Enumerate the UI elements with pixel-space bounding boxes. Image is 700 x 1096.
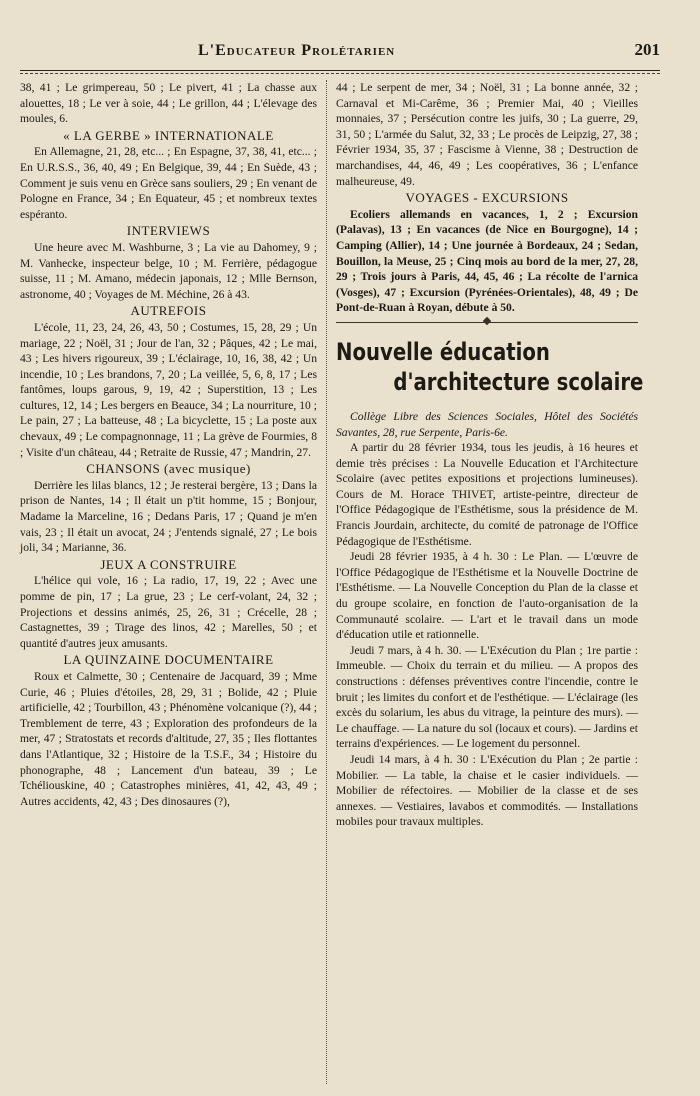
article-paragraph-session1: Jeudi 28 février 1935, à 4 h. 30 : Le Plan. — L'œuvre de l'Office Pédagogique de l'Esthétisme et la Nouvelle Doctrine de l'Esthétisme. — La Nouvelle Conception du Plan de la classe et du groupe scolaire, en fonction de l'auto-organisation de la Communauté scolaire. — L'art et le travail dans un mode d'éducation utile et rationnelle.: [336, 550, 638, 642]
section-text-autrefois: L'école, 11, 23, 24, 26, 43, 50 ; Costumes, 15, 28, 29 ; Un mariage, 22 ; Noël, 31 ; Jour de l'an, 32 ; Pâques, 42 ; Le mai, 43 ; Les hivers rigoureux, 39 ; L'éclairage, 10, 16, 38, 42 ; Un incendie, 10 ; Les brandons, 7, 20 ; La veillée, 5, 6, 8, 17 ; Les fantômes, loups garous, 9, 19, 42 ; Superstition, 13 ; Les cultures, 12, 14 ; Les bergers en Beauce, 34 ; La nourriture, 10 ; Le pain, 27 ; La batteuse, 48 ; La bicyclette, 15 ; La poste aux chevaux, 49 ; Le compagnonnage, 11 ; La grève de Fourmies, 8 ; Visite d'un château, 44 ; Retraite de Russie, 47 ; Mandrin, 27.: [20, 320, 317, 459]
section-separator: [336, 322, 638, 323]
article-paragraph-venue: Collège Libre des Sciences Sociales, Hôtel des Sociétés Savantes, 28, rue Serpente, Paris-6e.: [336, 409, 638, 439]
section-text-chansons: Derrière les lilas blancs, 12 ; Je resterai bergère, 13 ; Dans la prison de Nantes, 14 ; Il était un p'tit homme, 15 ; Bonjour, Madame la Marceline, 16 ; Dedans Paris, 17 ; Quand je m'en vais, 23 ; Il était un avocat, 24 ; J'entends signalé, 27 ; Le bois joli, 34 ; Marianne, 36.: [20, 478, 317, 555]
section-heading-quinzaine: LA QUINZAINE DOCUMENTAIRE: [63, 652, 274, 668]
section-text-quinzaine: Roux et Calmette, 30 ; Centenaire de Jacquard, 39 ; Mme Curie, 46 ; Pluies d'étoiles, 28, 29, 31 ; Bolide, 42 ; Pluie artificielle, 42 ; Tourbillon, 43 ; Phénomène volcanique (?), 44 ; Tremblement de terre, 43 ; Exploration des profondeurs de la mer, 47 ; Stratostats et records d'altitude, 27, 35 ; Iles flottantes dans l'Atlantique, 32 ; Histoire de la T.S.F., 34 ; Histoire du phonographe, 48 ; Lancement d'un bateau, 39 ; Le Tchéliouskine, 40 ; Catastrophes minières, 41, 42, 43, 49 ; Autres accidents, 42, 43 ; Des dinosaures (?),: [20, 669, 317, 808]
page-number: 201: [634, 40, 660, 59]
page-header: [20, 38, 660, 66]
article-title: [336, 337, 644, 397]
section-heading-chansons: CHANSONS (avec musique): [86, 461, 251, 477]
section-heading-jeux: JEUX A CONSTRUIRE: [100, 556, 237, 572]
right-intro: 44 ; Le serpent de mer, 34 ; Noël, 31 ; La bonne année, 32 ; Carnaval et Mi-Carême, 36 ; Premier Mai, 40 ; Vieilles monnaies, 37 ; Persécution contre les juifs, 30 ; La guerre, 29, 31, 50 ; L'armée du Salut, 32, 33 ; Le procès de Leipzig, 27, 38 ; Février 1934, 35, 37 ; Fascisme à Vienne, 38 ; Destruction de marchandises, 44, 46, 49 ; Les coopératives, 36 ; L'enfance malheureuse, 49.: [336, 81, 638, 188]
section-text-jeux: L'hélice qui vole, 16 ; La radio, 17, 19, 22 ; Avec une pomme de pin, 17 ; La grue, 23 ; Le cerf-volant, 24, 32 ; Projections et dessins animés, 25, 26, 31 ; Crécelle, 28 ; Castagnettes, 39 ; Tirage des linos, 42 ; Marelles, 50 ; et quantité d'autres jeux amusants.: [20, 574, 317, 650]
separator-diamond-icon: [483, 317, 491, 325]
section-text-voyages: Ecoliers allemands en vacances, 1, 2 ; Excursion (Palavas), 13 ; En vacances (de Nice en Bourgogne), 14 ; Camping (Allier), 14 ; Une journée à Bordeaux, 24 ; Sedan, Bouillon, la Meuse, 25 ; Cinq mois au bord de la mer, 27, 28, 29 ; Trois jours à Paris, 44, 45, 46 ; La récolte de l'arnica (Vosges), 47 ; Excursion (Pyrénées-Orientales), 48, 49 ; De Pont-de-Ruan à Royan, débute à 50.: [336, 207, 638, 315]
article-title-line1: Nouvelle éducation: [336, 337, 550, 366]
section-text-gerbe: En Allemagne, 21, 28, etc... ; En Espagne, 37, 38, 41, etc... ; En U.R.S.S., 36, 40, 49 ; En Belgique, 39, 44 ; En Suède, 43 ; Comment je suis venu en Grèce sans souliers, 29 ; En venant de Pologne en France, 34 ; En Equateur, 45 ; et nombreux textes espéranto.: [20, 145, 317, 221]
header-rule: [20, 70, 660, 71]
left-intro: 38, 41 ; Le grimpereau, 50 ; Le pivert, 41 ; La chasse aux alouettes, 18 ; Le ver à soie, 44 ; Le grillon, 44 ; L'élevage des moules, 6.: [20, 81, 317, 126]
header-rule-dashed: [20, 73, 660, 74]
journal-title: L'Educateur Prolétarien: [198, 42, 396, 59]
right-column: [336, 80, 644, 830]
article-title-line2: d'architecture scolaire: [393, 367, 644, 396]
section-heading-autrefois: AUTREFOIS: [130, 303, 207, 319]
section-text-interviews: Une heure avec M. Washburne, 3 ; La vie au Dahomey, 9 ; M. Vanhecke, inspecteur belge, 10 ; M. Ferrière, pédagogue suisse, 11 ; M. Amano, médecin japonais, 12 ; Mlle Bernson, astronome, 40 ; Voyages de M. Méchine, 26 à 43.: [20, 240, 317, 301]
column-divider: [326, 80, 327, 1084]
article-paragraph-intro: A partir du 28 février 1934, tous les jeudis, à 16 heures et demie très précises : La Nouvelle Education et l'Architecture Scolaire (avec petites expositions et projections lumineuses). Cours de M. Horace THIVET, artiste-peintre, directeur de l'Office Pédagogique de l'Esthétisme, sous la présidence de M. Francis Jourdain, architecte, du comité de patronage de l'Office Pédagogique de l'Esthétisme.: [336, 441, 638, 548]
section-heading-voyages: VOYAGES - EXCURSIONS: [405, 190, 569, 206]
section-heading-interviews: INTERVIEWS: [126, 223, 211, 239]
article-paragraph-session2: Jeudi 7 mars, à 4 h. 30. — L'Exécution du Plan ; 1re partie : Immeuble. — Choix du terrain et du milieu. — A propos des constructions : défenses préventives contre l'incendie, contre le bruit ; les limites du confort et de l'esthétique. — L'éclairage (les excès du solarium, les abus du vitrage, la peinture des murs). — Le chauffage. — La nature du sol (locaux et cours). — Jardins et terrains d'expériences. — Le logement du personnel.: [336, 643, 638, 751]
article-paragraph-session3: Jeudi 14 mars, à 4 h. 30 : L'Exécution du Plan ; 2e partie : Mobilier. — La table, la chaise et le casier individuels. — Mobilier de réfectoires. — Mobilier de la classe et de ses annexes. — Vestiaires, lavabos et commodités. — Installations mobiles pour travaux multiples.: [336, 752, 638, 829]
left-column: [20, 80, 317, 809]
section-heading-gerbe: « LA GERBE » INTERNATIONALE: [63, 127, 274, 143]
